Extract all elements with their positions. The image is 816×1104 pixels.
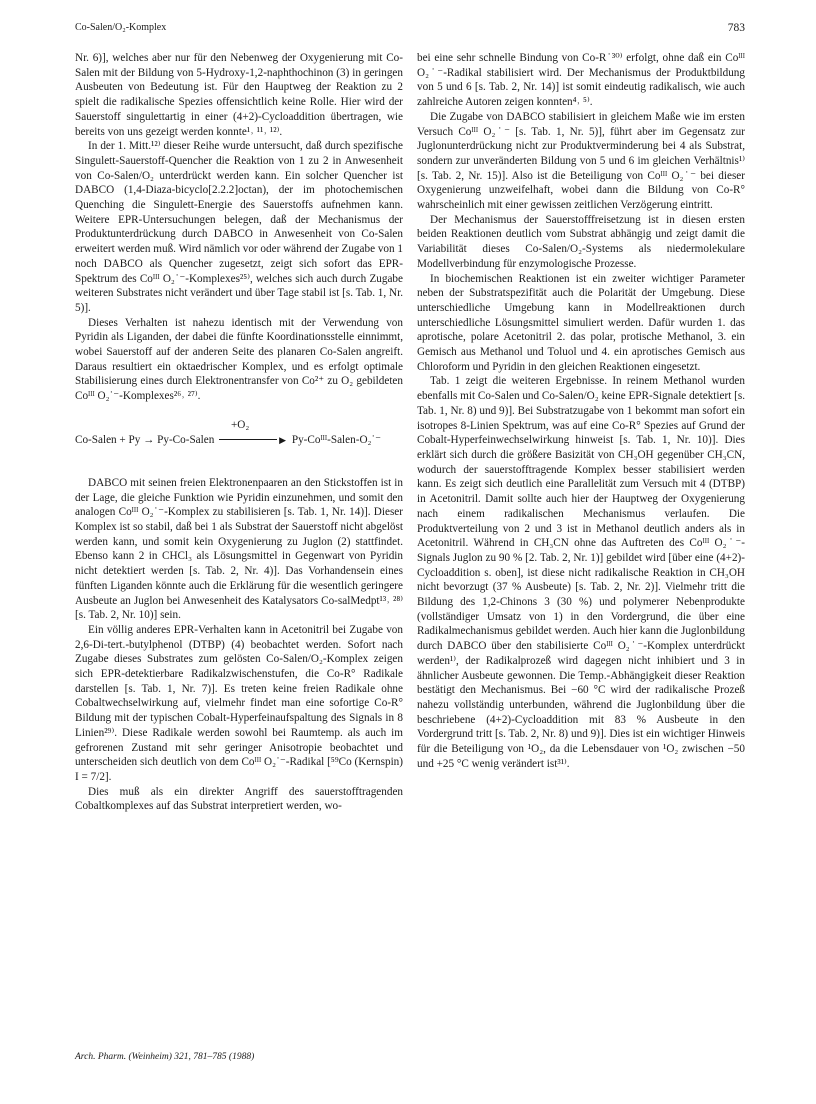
left-column <box>75 51 403 814</box>
running-title: Co-Salen/O₂-Komplex <box>75 22 167 33</box>
right-column <box>417 51 745 771</box>
paragraph: DABCO mit seinen freien Elektronenpaaren an den Stickstoffen ist in der Lage, die gleiche Funktion wie Pyridin einzunehmen, und somit den analogen Coᴵᴵᴵ O₂˙⁻-Komplex zu stabilisieren [s. Tab. 1, Nr. 14)]. Dieser Komplex ist so stabil, daß bei 1 als Substrat der Sauerstoff nicht abgelöst werden kann, und somit kein Oxygenierung zu Juglon (2) stattfindet. Ebenso kann 2 in CHCl₃ als Lösungsmittel in Gegenwart von Pyridin nicht detektiert werden [s. Tab. 2, Nr. 4)]. Das Vorhandensein eines fünften Liganden könnte auch die Erklärung für die wesentlich geringere Ausbeute an Juglon bei Anwesenheit des Katalysators Co-salMedpt¹³˒ ²⁸⁾ [s. Tab. 2, Nr. 10)] sein. <box>75 476 403 622</box>
paragraph: In der 1. Mitt.¹²⁾ dieser Reihe wurde untersucht, daß durch spezifische Singulett-Sauerstoff-Quencher die Reaktion von 1 zu 2 in Anwesenheit von Co-Salen/O₂ unterdrückt werden kann. Ein solcher Quencher ist DABCO (1,4-Diaza-bicyclo[2.2.2]octan), der im photochemischen Quenching die Singulett-Energie des Sauerstoffs aufnehmen kann. Weitere EPR-Untersuchungen belegen, daß der Mechanismus der Produktunterdrückung durch DABCO in Anwesenheit von Co-Salen erweitert werden muß. Wird nämlich vor oder während der Zugabe von 1 noch DABCO als Quencher zugesetzt, zeigt sich sofort das EPR-Spektrum des Coᴵᴵᴵ O₂˙⁻-Komplexes²⁵⁾, welches sich auch durch Zugabe weiteren Substrates nicht verändert und über Tage stabil ist [s. Tab. 1, Nr. 5)]. <box>75 140 404 314</box>
paragraph: bei eine sehr schnelle Bindung von Co-R˙³⁰⁾ erfolgt, ohne daß ein Coᴵᴵᴵ O₂˙⁻-Radikal stabilisiert wird. Der Mechanismus der Produktbildung von 5 und 6 [s. Tab. 2, Nr. 14)] ist somit eindeutig radikalisch, wie auch zahlreiche Autoren zeigen konnten⁴˒ ⁵⁾. <box>417 52 745 109</box>
paragraph: In biochemischen Reaktionen ist ein zweiter wichtiger Parameter neben der Substratspezifität auch die Polarität der Umgebung. Diese unterschiedliche Umgebung kann in Modellreaktionen durch unterschiedliche Lösungsmittel simuliert werden. Dafür wurden 1. das aprotische, polare Acetonitril 2. das polar, protische Methanol, 3. ein Gemisch aus Methanol und Toluol und 4. ein aprotisches Gemisch aus Chloroform und Pyridin in den gleichen Reaktionen eingesetzt. <box>417 272 745 373</box>
page-number: 783 <box>727 22 745 34</box>
reaction-equation <box>75 418 403 458</box>
journal-citation: Arch. Pharm. (Weinheim) 321, 781–785 (1988) <box>75 1052 255 1062</box>
paragraph: Nr. 6)], welches aber nur für den Nebenweg der Oxygenierung mit Co-Salen mit der Bildung von 5-Hydroxy-1,2-naphthochinon (3) in geringen Ausbeuten von Bedeutung ist. Für den Hauptweg der Reaktion zu 2 spielt die radikalische Spezies offensichtlich keine Rolle. Hier wird der Sauerstoff singulettartig in einer (4+2)-Cycloaddition übertragen, wie bereits von uns gezeigt werden konnte¹˒ ¹¹˒ ¹²⁾. <box>75 52 403 138</box>
paragraph: Ein völlig anderes EPR-Verhalten kann in Acetonitril bei Zugabe von 2,6-Di-tert.-butylphenol (DTBP) (4) beobachtet werden. Sofort nach Zugabe dieses Substrates zum gelösten Co-Salen/O₂-Komplex zeigen sich EPR-detektierbare Radikalzwischenstufen, die Co-R° Radikale darstellen [s. Tab. 1, Nr. 7)]. Es treten keine freien Radikale ohne Cobaltwechselwirkung auf, vielmehr findet man eine sofortige Co-R° Bildung mit der typischen Cobalt-Hyperfeinaufspaltung des Signals in 8 Linien²⁹⁾. Diese Radikale werden sowohl bei Raumtemp. als auch im gefrorenen Zustand mit sehr geringer Anisotropie beobachtet und unterscheiden sich deutlich von dem Coᴵᴵᴵ O₂˙⁻-Radikal [⁵⁹Co (Kernspin) I = 7/2]. <box>75 623 403 783</box>
paragraph: Der Mechanismus der Sauerstofffreisetzung ist in diesen ersten beiden Reaktionen deutlich vom Substrat abhängig und zeigt damit die Variabilität dieses Co-Salen/O₂-Systems als niedermolekulare Modellverbindung für enzymologische Prozesse. <box>417 213 745 270</box>
equation-right-side: Py-Coᴵᴵᴵ-Salen-O₂˙⁻ <box>291 433 382 446</box>
arrowhead-icon: ▶ <box>279 434 287 445</box>
paragraph: Tab. 1 zeigt die weiteren Ergebnisse. In reinem Methanol wurden ebenfalls mit Co-Salen und Co-Salen/O₂ keine EPR-Signale detektiert [s. Tab. 1, Nr. 8) und 9)]. Bei Substratzugabe von 1 bekommt man sofort ein isotropes 8-Linien Spektrum, was auf eine Co-R° Spezies auf Grund der Cobalt-Hyperfeinwechselwirkung hinweist [s. Tab. 1, Nr. 10)]. Dies erklärt sich durch die größere Basizität von CH₃OH gegenüber CH₃CN, wodurch der sauerstofftragende Komplex besser stabilisiert werden kann. Es zeigt sich deutlich eine Parallelität zum Versuch mit 4 (DTBP) in Acetonitril. Damit sollte auch hier der Hauptweg der Oxygenierung nach einem radikalischen Mechanismus verlaufen. Die Produktverteilung von 2 und 3 ist in Methanol deutlich anders als in Acetonitril. Während in CH₃CN ohne das Auftreten des Coᴵᴵᴵ O₂˙⁻-Signals Juglon zu 90 % [2. Tab. 2, Nr. 1)] gebildet wird [über eine (4+2)-Cycloaddition s. oben], ist diese nicht radikalische Reaktion in CH₃OH nicht bevorzugt (37 % Ausbeute) [s. Tab. 2, Nr. 2)]. Vielmehr tritt die Bildung des 1,2-Chinons 3 (30 %) und polymerer Nebenprodukte (vollständiger Umsatz von 1) in den Vordergrund, die über eine Radikalmechanismus gebildet werden. Auch hier kann die Juglonbildung durch DABCO über den stabilisierte Coᴵᴵᴵ O₂˙⁻-Komplex unterdrückt werden¹⁾, der Radikalprozeß wird dagegen nicht inhibiert und 3 in ähnlicher Ausbeute gewonnen. Die Temp.-Abhängigkeit dieser Reaktion bestätigt den Mechanismus. Bei −60 °C wird der radikalische Prozeß nahezu vollständig unterbunden, während die Juglonbildung über die beschriebene (4+2)-Cycloaddition mit 83 % Ausbeute in den Vordergrund tritt [s. Tab. 2, Nr. 8) und 9)]. Dies ist ein wichtiger Hinweis für die Beteiligung von ¹O₂, da die Lebensdauer von ¹O₂ zwischen −50 und +25 °C wenig verändert ist³¹⁾. <box>417 375 745 770</box>
paragraph: Dieses Verhalten ist nahezu identisch mit der Verwendung von Pyridin als Liganden, der dabei die fünfte Koordinationsstelle einnimmt, wobei Sauerstoff auf der anderen Seite des planaren Co-Salen angreift. Daraus resultiert ein oktaedrischer Komplex, und es erfolgt optimale Stabilisierung eines durch Elektronentransfer von Co²⁺ zu O₂ gebildeten Coᴵᴵᴵ O₂˙⁻-Komplexes²⁶˒ ²⁷⁾. <box>75 316 403 403</box>
paragraph: Dies muß als ein direkter Angriff des sauerstofftragenden Cobaltkomplexes auf das Substrat interpretiert werden, wo- <box>75 785 403 813</box>
equation-reagent: +O₂ <box>231 418 250 431</box>
equation-left-side: Co-Salen + Py → Py-Co-Salen <box>75 433 215 446</box>
paragraph: Die Zugabe von DABCO stabilisiert in gleichem Maße wie im ersten Versuch Coᴵᴵᴵ O₂˙⁻ [s. Tab. 1, Nr. 5)], führt aber im Gegensatz zur Juglonunterdrückung nicht zur Produktverminderung bei 4 als Substrat, sondern zur unveränderten Bildung von 5 und 6 im gleichen Verhältnis¹⁾ [s. Tab. 2, Nr. 15)]. Also ist die Beteiligung von Coᴵᴵᴵ O₂˙⁻ bei dieser Oxygenierung unzweifelhaft, wobei dann die Bildung von Co-R° wahrscheinlich mit einer gewissen zeitlichen Verzögerung eintritt. <box>417 110 745 212</box>
reaction-arrow-icon <box>219 439 277 440</box>
running-head <box>75 22 745 38</box>
